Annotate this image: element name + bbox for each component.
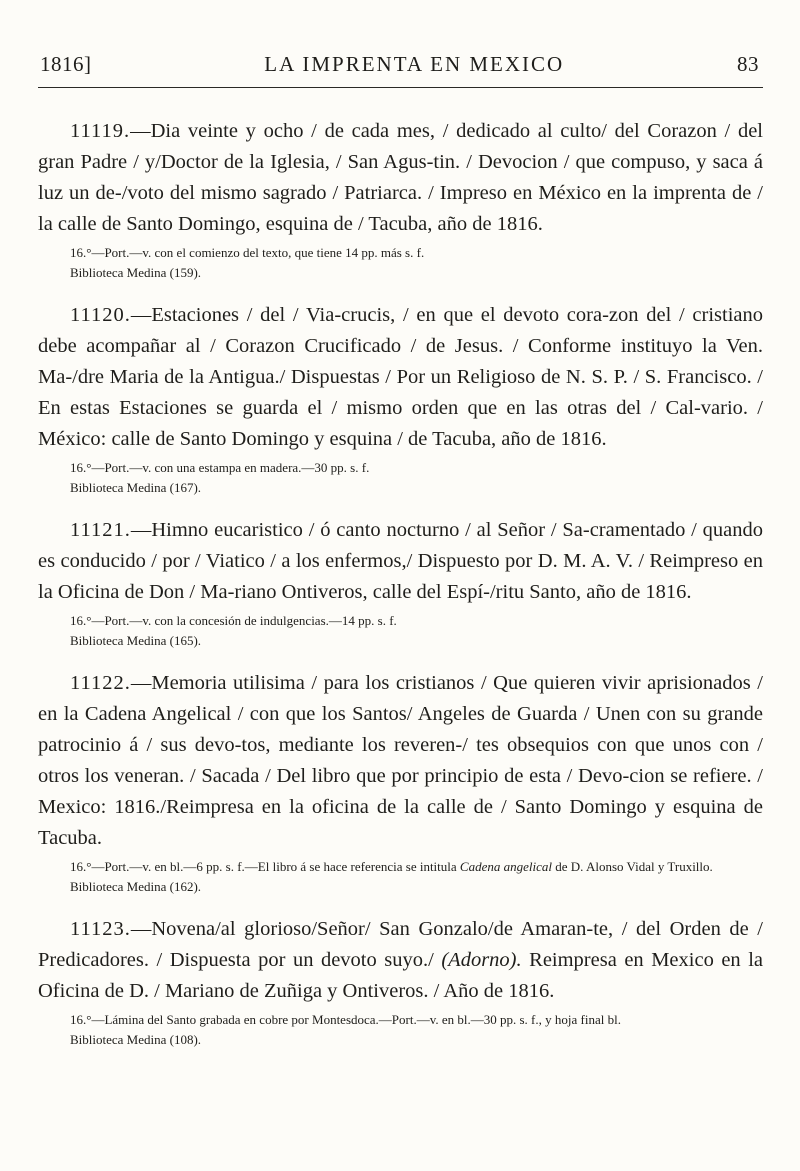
entry-number: 11123. <box>70 918 131 940</box>
entry-body: —Memoria utilisima / para los cristianos / Que quieren vivir aprisionados / en la Cadena Angelical / con que los Santos/ Angeles de Guarda / Unen con su grande patrocinio á / sus devo-tos, mediante los reveren-/ tes obsequios con que unos con / otros los veneran. / Sacada / Del libro que por principio de esta / Devo-cion se refiere. / Mexico: 1816./Reimpresa en la oficina de la calle de / Santo Domingo y esquina de Tacuba. <box>38 672 763 849</box>
entry-library: Biblioteca Medina (162). <box>70 879 202 894</box>
entry-number: 11121. <box>70 519 131 541</box>
entry-body-italic: (Adorno). <box>441 949 522 971</box>
entry-library: Biblioteca Medina (159). <box>70 265 202 280</box>
entry-note-post: de D. Alonso Vidal y Truxillo. <box>552 859 713 874</box>
entry-text <box>38 300 763 455</box>
entry-11123 <box>38 914 763 1050</box>
header-year: 1816] <box>40 52 92 76</box>
entry-body: —Estaciones / del / Via-crucis, / en que el devoto cora-zon del / cristiano debe acompañar al / Corazon Crucificado / de Jesus. / Conforme instituyo la Ven. Ma-/dre Maria de la Antigua./ Dispuestas / Por un Religioso de N. S. P. / S. Francisco. / En estas Estaciones se guarda el / mismo orden que en las otras del / Cal-vario. / México: calle de Santo Domingo y esquina / de Tacuba, año de 1816. <box>38 304 763 450</box>
entry-11121 <box>38 515 763 651</box>
entry-text <box>38 515 763 608</box>
entry-body-pre: —Novena/al glorioso/Señor/ San Gonzalo/de Amaran-te, / del Orden de / Predicadores. / Dispuesta por un devoto suyo./ <box>38 918 763 971</box>
entry-body-post: Reimpresa en Mexico en la Oficina de D. / Mariano de Zuñiga y Ontiveros. / Año de 1816. <box>38 949 763 1002</box>
entry-library: Biblioteca Medina (108). <box>70 1032 202 1047</box>
entry-note: 16.°—Port.—v. con una estampa en madera.—30 pp. s. f. <box>70 460 370 475</box>
entry-list <box>38 116 763 1050</box>
entry-text <box>38 668 763 854</box>
page-number: 83 <box>737 52 759 76</box>
entry-library: Biblioteca Medina (165). <box>70 633 202 648</box>
entry-body: —Dia veinte y ocho / de cada mes, / dedicado al culto/ del Corazon / del gran Padre / y/Doctor de la Iglesia, / San Agus-tin. / Devocion / que compuso, y saca á luz un de-/voto del mismo sagrado / Patriarca. / Impreso en México en la imprenta de / la calle de Santo Domingo, esquina de / Tacuba, año de 1816. <box>38 120 763 235</box>
page <box>38 52 763 1067</box>
running-header <box>38 52 763 88</box>
entry-body: —Himno eucaristico / ó canto nocturno / al Señor / Sa-cramentado / quando es conducido / por / Viatico / a los enfermos,/ Dispuesto por D. M. A. V. / Reimpreso en la Oficina de Don / Ma-riano Ontiveros, calle del Espí-/ritu Santo, año de 1816. <box>38 519 763 603</box>
entry-library: Biblioteca Medina (167). <box>70 480 202 495</box>
entry-note: 16.°—Lámina del Santo grabada en cobre por Montesdoca.—Port.—v. en bl.—30 pp. s. f., y hoja final bl. <box>70 1012 621 1027</box>
entry-note: 16.°—Port.—v. con el comienzo del texto, que tiene 14 pp. más s. f. <box>70 245 425 260</box>
entry-note <box>38 857 763 877</box>
entry-11120 <box>38 300 763 498</box>
entry-11119 <box>38 116 763 283</box>
entry-number: 11119. <box>70 120 131 142</box>
entry-number: 11122. <box>70 672 131 694</box>
header-title: LA IMPRENTA EN MEXICO <box>264 52 565 76</box>
entry-text <box>38 914 763 1007</box>
entry-number: 11120. <box>70 304 131 326</box>
entry-note: 16.°—Port.—v. con la concesión de indulgencias.—14 pp. s. f. <box>70 613 397 628</box>
entry-11122 <box>38 668 763 897</box>
entry-text <box>38 116 763 240</box>
entry-note-pre: 16.°—Port.—v. en bl.—6 pp. s. f.—El libro á se hace referencia se intitula <box>70 859 460 874</box>
entry-note-title: Cadena angelical <box>459 859 552 874</box>
